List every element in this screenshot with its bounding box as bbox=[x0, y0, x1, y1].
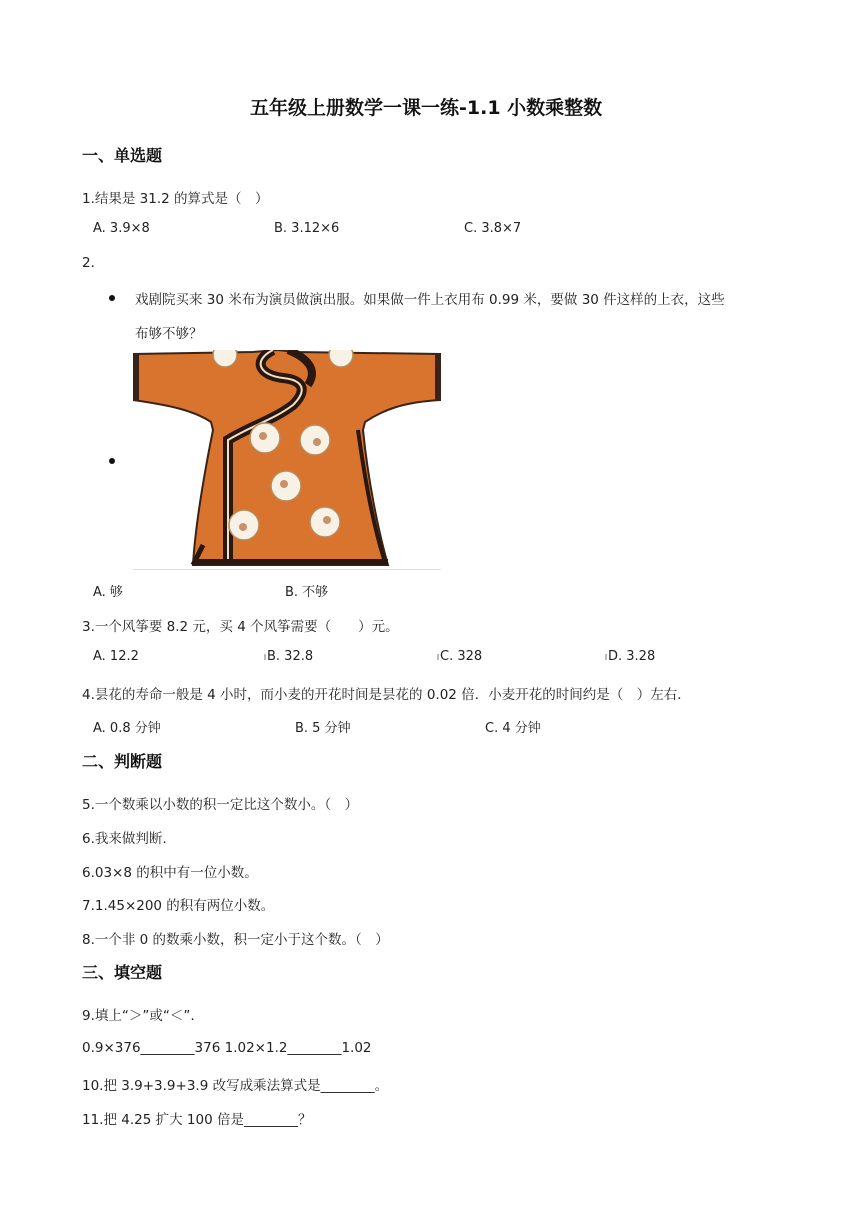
page-title: 五年级上册数学一课一练-1.1 小数乘整数 bbox=[250, 97, 603, 119]
option-3a: A. 12.2 bbox=[93, 649, 139, 664]
bullet-dot bbox=[109, 458, 115, 464]
option-1a: A. 3.9×8 bbox=[93, 221, 150, 236]
question-2-number: 2. bbox=[82, 255, 95, 271]
section-heading-judge: 二、判断题 bbox=[82, 752, 163, 771]
image-baseline bbox=[133, 569, 441, 570]
option-3b: B. 32.8 bbox=[267, 649, 314, 664]
question-10: 10.把 3.9+3.9+3.9 改写成乘法算式是________。 bbox=[82, 1078, 389, 1094]
question-6-intro: 6.我来做判断. bbox=[82, 831, 167, 847]
bullet-dot bbox=[109, 295, 115, 301]
section-heading-fill: 三、填空题 bbox=[82, 963, 163, 982]
question-8: 8.一个非 0 的数乘小数，积一定小于这个数。（ ） bbox=[82, 932, 389, 948]
question-9: 9.填上“＞”或“＜”. bbox=[82, 1008, 195, 1024]
tiny-mark bbox=[264, 654, 266, 660]
section-heading-single-choice: 一、单选题 bbox=[82, 146, 163, 165]
question-6: 6.03×8 的积中有一位小数。 bbox=[82, 865, 258, 881]
option-1b: B. 3.12×6 bbox=[274, 221, 340, 236]
option-3d: D. 3.28 bbox=[608, 649, 656, 664]
option-4a: A. 0.8 分钟 bbox=[93, 721, 161, 736]
option-4b: B. 5 分钟 bbox=[295, 721, 351, 736]
question-2-line1: 戏剧院买来 30 米布为演员做演出服。如果做一件上衣用布 0.99 米，要做 30 件这样的上衣，这些 bbox=[135, 292, 725, 308]
question-7: 7.1.45×200 的积有两位小数。 bbox=[82, 898, 275, 914]
question-2-line2: 布够不够？ bbox=[135, 326, 203, 342]
tiny-mark bbox=[437, 654, 439, 660]
question-9-blanks: 0.9×376________376 1.02×1.2________1.02 bbox=[82, 1040, 372, 1056]
question-3: 3.一个风筝要 8.2 元，买 4 个风筝需要（ ）元。 bbox=[82, 619, 399, 635]
question-1: 1.结果是 31.2 的算式是（ ） bbox=[82, 191, 269, 207]
question-4: 4.昙花的寿命一般是 4 小时，而小麦的开花时间是昙花的 0.02 倍．小麦开花的时间约是（ ）左右． bbox=[82, 687, 691, 703]
option-2b: B. 不够 bbox=[285, 585, 329, 600]
option-4c: C. 4 分钟 bbox=[485, 721, 541, 736]
question-11: 11.把 4.25 扩大 100 倍是________？ bbox=[82, 1112, 312, 1128]
tiny-mark bbox=[605, 654, 607, 660]
option-1c: C. 3.8×7 bbox=[464, 221, 522, 236]
option-2a: A. 够 bbox=[93, 585, 123, 600]
robe-image bbox=[133, 350, 441, 570]
option-3c: C. 328 bbox=[440, 649, 483, 664]
question-5: 5.一个数乘以小数的积一定比这个数小。（ ） bbox=[82, 797, 359, 813]
